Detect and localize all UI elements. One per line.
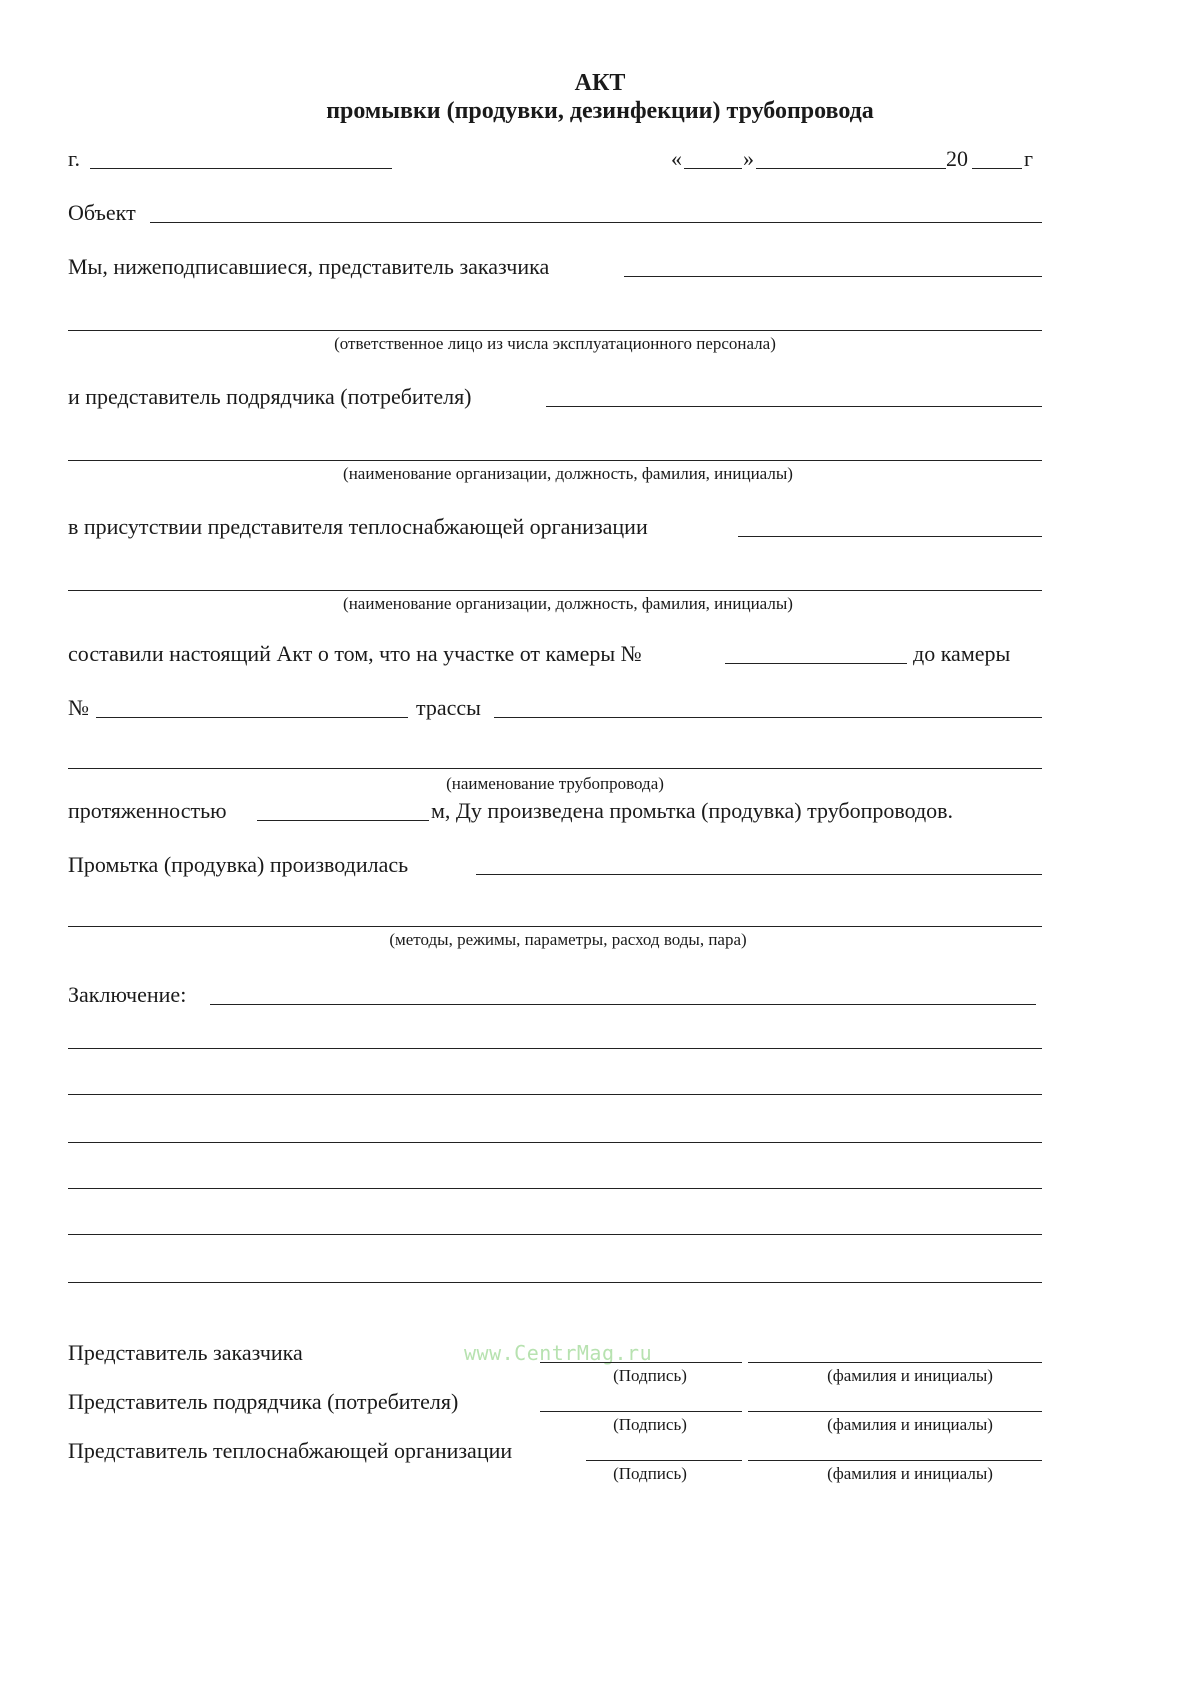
hint-pipeline: (наименование трубопровода) bbox=[446, 774, 664, 793]
hint-methods: (методы, режимы, параметры, расход воды, пара) bbox=[389, 930, 747, 949]
name-hint-contractor: (фамилия и инициалы) bbox=[827, 1415, 993, 1434]
contractor-label: и представитель подрядчика (потребителя) bbox=[68, 384, 472, 409]
conclusion-line-2[interactable] bbox=[68, 1048, 1042, 1049]
day-field[interactable] bbox=[684, 168, 742, 169]
signatories-label: Мы, нижеподписавшиеся, представитель заказчика bbox=[68, 254, 550, 279]
object-label: Объект bbox=[68, 200, 136, 225]
hint-heat-supply: (наименование организации, должность, фамилия, инициалы) bbox=[343, 594, 793, 613]
conclusion-line-7[interactable] bbox=[68, 1282, 1042, 1283]
flushing-field-line-2[interactable] bbox=[68, 926, 1042, 927]
year-suffix: г bbox=[1024, 146, 1034, 171]
city-label: г. bbox=[68, 146, 81, 171]
heat-supply-label: в присутствии представителя теплоснабжающей организации bbox=[68, 514, 648, 539]
signature-field-customer[interactable] bbox=[540, 1362, 742, 1363]
city-field[interactable] bbox=[90, 168, 392, 169]
name-field-customer[interactable] bbox=[748, 1362, 1042, 1363]
name-field-contractor[interactable] bbox=[748, 1411, 1042, 1412]
length-label: протяженностью bbox=[68, 798, 227, 823]
name-field-heat-supply[interactable] bbox=[748, 1460, 1042, 1461]
conclusion-label: Заключение: bbox=[68, 982, 187, 1007]
hint-contractor: (наименование организации, должность, фамилия, инициалы) bbox=[343, 464, 793, 483]
chamber-to-field[interactable] bbox=[96, 717, 408, 718]
signature-field-heat-supply[interactable] bbox=[586, 1460, 742, 1461]
chamber-from-field[interactable] bbox=[725, 663, 907, 664]
quote-close: » bbox=[743, 146, 754, 171]
signature-role-contractor: Представитель подрядчика (потребителя) bbox=[68, 1389, 459, 1414]
length-field[interactable] bbox=[257, 820, 429, 821]
conclusion-line-5[interactable] bbox=[68, 1188, 1042, 1189]
pipeline-field[interactable] bbox=[68, 768, 1042, 769]
conclusion-line-3[interactable] bbox=[68, 1094, 1042, 1095]
object-field[interactable] bbox=[150, 222, 1042, 223]
signature-field-contractor[interactable] bbox=[540, 1411, 742, 1412]
number-sign: № bbox=[68, 695, 89, 720]
conclusion-line-6[interactable] bbox=[68, 1234, 1042, 1235]
length-suffix: м, Ду произведена промьтка (продувка) трубопроводов. bbox=[431, 798, 954, 823]
watermark: www.CentrMag.ru bbox=[464, 1341, 653, 1365]
contractor-field[interactable] bbox=[546, 406, 1042, 407]
heat-supply-field[interactable] bbox=[738, 536, 1042, 537]
hint-customer: (ответственное лицо из числа эксплуатационного персонала) bbox=[334, 334, 776, 353]
sign-hint-contractor: (Подпись) bbox=[613, 1415, 687, 1434]
route-field[interactable] bbox=[494, 717, 1042, 718]
flushing-label: Промьтка (продувка) производилась bbox=[68, 852, 409, 877]
document-title: АКТ bbox=[574, 70, 626, 96]
route-label: трассы bbox=[416, 695, 481, 720]
signature-role-heat-supply: Представитель теплоснабжающей организации bbox=[68, 1438, 513, 1463]
section-to-label: до камеры bbox=[913, 641, 1011, 666]
customer-field[interactable] bbox=[624, 276, 1042, 277]
section-from-label: составили настоящий Акт о том, что на участке от камеры № bbox=[68, 641, 642, 666]
year-field[interactable] bbox=[972, 168, 1022, 169]
conclusion-field[interactable] bbox=[210, 1004, 1036, 1005]
quote-open: « bbox=[671, 146, 682, 171]
sign-hint-heat-supply: (Подпись) bbox=[613, 1464, 687, 1483]
name-hint-heat-supply: (фамилия и инициалы) bbox=[827, 1464, 993, 1483]
customer-field-line-2[interactable] bbox=[68, 330, 1042, 331]
document-subtitle: промывки (продувки, дезинфекции) трубопровода bbox=[326, 98, 874, 124]
contractor-field-line-2[interactable] bbox=[68, 460, 1042, 461]
year-prefix: 20 bbox=[946, 146, 968, 171]
sign-hint-customer: (Подпись) bbox=[613, 1366, 687, 1385]
heat-supply-field-line-2[interactable] bbox=[68, 590, 1042, 591]
conclusion-line-4[interactable] bbox=[68, 1142, 1042, 1143]
name-hint-customer: (фамилия и инициалы) bbox=[827, 1366, 993, 1385]
flushing-field[interactable] bbox=[476, 874, 1042, 875]
signature-role-customer: Представитель заказчика bbox=[68, 1340, 303, 1365]
month-field[interactable] bbox=[756, 168, 946, 169]
